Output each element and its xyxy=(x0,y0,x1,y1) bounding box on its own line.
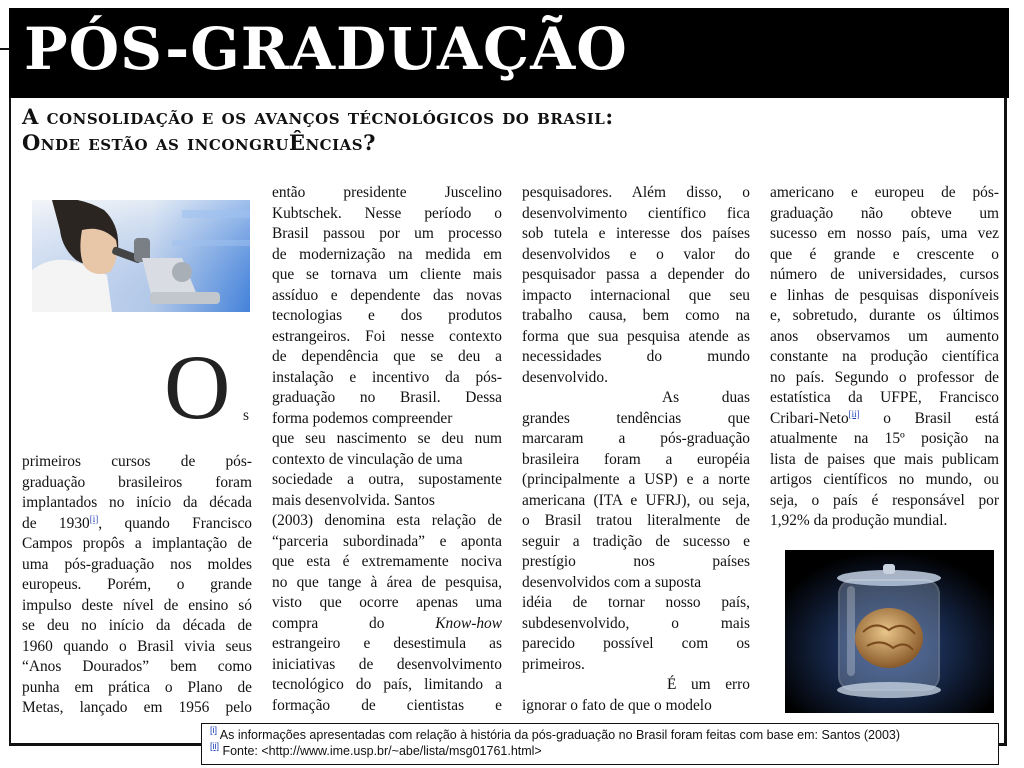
text-line: instalação e incentivo da pós- xyxy=(272,368,502,386)
text-line: Campos propôs a implantação de xyxy=(22,535,252,552)
text-line: desenvolvido. xyxy=(522,368,608,386)
text-line: primeiros cursos de pós- xyxy=(22,453,252,470)
text-line: grandes tendências que xyxy=(522,409,750,427)
footnote-line xyxy=(210,727,998,743)
footnote-marker-link[interactable]: [ii] xyxy=(210,741,219,751)
text-line: tecnológico do país, limitando a xyxy=(272,676,502,693)
text-line xyxy=(770,409,999,430)
text-line: então presidente Juscelino xyxy=(272,184,502,201)
text-line: punha em prática o Plano de xyxy=(22,678,252,696)
text-line: constante na produção científica xyxy=(770,348,999,365)
text-line: de dependência que se deu a xyxy=(272,348,502,365)
text-line: implantados no início da década xyxy=(22,494,252,511)
text-line: pesquisador passa a depender do xyxy=(522,266,750,283)
text-line: assíduo e dependente das novas xyxy=(272,286,502,304)
text-line: estatística da UFPE, Francisco xyxy=(770,389,999,406)
text-line: mais desenvolvida. Santos xyxy=(272,491,435,509)
subtitle-line-2: Onde estão as incongruÊncias? xyxy=(22,130,376,155)
text-line: 1,92% da produção mundial. xyxy=(770,512,948,529)
text-line: primeiros. xyxy=(522,655,585,673)
text-line: marcaram a pós-graduação xyxy=(522,430,750,447)
text-line: sob tutela e interesse dos países xyxy=(522,225,750,242)
text-line: (principalmente a USP) e a norte xyxy=(522,471,750,488)
text-line: sucesso em nosso país, uma vez xyxy=(770,225,999,242)
text-line: 1960 quando o Brasil vivia seus xyxy=(22,637,252,655)
text-line: “Anos Dourados” bem como xyxy=(22,658,252,675)
text-line: Brasil passou por um processo xyxy=(272,225,502,242)
text-line: pesquisadores. Além disso, o xyxy=(522,184,750,201)
text-line: de modernização na medida em xyxy=(272,245,502,263)
drop-cap-letter: O xyxy=(164,336,231,438)
text-line: É um erro xyxy=(667,676,750,693)
footnote-text: Fonte: <http://www.ime.usp.br/~abe/lista/msg01761.html> xyxy=(219,744,542,758)
text-line: desenvolvidos com a suposta xyxy=(522,573,702,591)
text-line: Kubtschek. Nesse período o xyxy=(272,204,502,222)
text-line: europeus. Porém, o grande xyxy=(22,576,252,593)
text-line xyxy=(22,514,252,535)
footnote-reference-link[interactable]: [i] xyxy=(89,513,99,524)
text-fragment: Cribari-Neto xyxy=(770,409,849,427)
text-line: graduação não obteve um xyxy=(770,204,999,222)
text-line: impacto internacional que seu xyxy=(522,286,750,304)
footnote-text: As informações apresentadas com relação à história da pós-graduação no Brasil foram feitas com base em: Santos (2003) xyxy=(217,728,901,742)
text-line: no país. Segundo o professor de xyxy=(770,368,999,386)
text-line: no que tange à área de pesquisa, xyxy=(272,573,502,591)
text-line: contexto de vinculação de uma xyxy=(272,450,463,468)
text-fragment: compra do xyxy=(272,614,436,632)
text-line: que se tornava um cliente mais xyxy=(272,266,502,283)
text-line: Metas, lançado em 1956 pelo xyxy=(22,699,252,716)
text-fragment: de 1930 xyxy=(22,514,90,532)
text-line: parecido possível com os xyxy=(522,635,750,652)
drop-cap xyxy=(164,336,249,438)
text-column-2 xyxy=(272,183,502,716)
page-title: PÓS-GRADUAÇÃO xyxy=(24,15,628,83)
text-line: o Brasil tratou literalmente de xyxy=(522,512,750,529)
text-line: seja, o país é responsável por xyxy=(770,491,999,509)
text-line: americana (ITA e UFRJ), ou seja, xyxy=(522,491,750,509)
text-line: As duas xyxy=(662,389,750,406)
text-line: graduação no Brasil. Dessa xyxy=(272,389,502,406)
footnotes-box xyxy=(201,723,999,765)
emphasis-text: Know-how xyxy=(435,614,502,632)
text-column-4 xyxy=(770,183,999,532)
text-line: forma podemos compreender xyxy=(272,409,453,427)
subtitle xyxy=(22,104,614,156)
text-line: prestígio nos países xyxy=(522,553,750,570)
text-line: que esta é extremamente nociva xyxy=(272,553,502,570)
text-line: ignorar o fato de que o modelo xyxy=(522,696,712,714)
text-line: e, sobretudo, durante os últimos xyxy=(770,307,999,324)
text-line: tecnologias e dos produtos xyxy=(272,307,502,324)
text-fragment: o Brasil está xyxy=(859,409,999,427)
text-column-3 xyxy=(522,183,750,716)
text-line: visto que ocorre apenas uma xyxy=(272,594,502,611)
subtitle-line-1: A consolidação e os avanços técnológicos do brasil: xyxy=(22,104,614,129)
text-line: se deu no início da década de xyxy=(22,617,252,634)
text-line: estrangeiro e desestimula as xyxy=(272,635,502,652)
text-line: subdesenvolvido, o mais xyxy=(522,614,750,632)
footnote-reference-link[interactable]: [ii] xyxy=(848,408,860,419)
text-line: atualmente na 15º posição na xyxy=(770,430,999,447)
text-line: iniciativas de desenvolvimento xyxy=(272,655,502,673)
text-line: sociedade a outra, supostamente xyxy=(272,471,502,488)
text-line: (2003) denomina esta relação de xyxy=(272,512,502,529)
text-line: uma pós-graduação nos moldes xyxy=(22,555,252,573)
footnote-line xyxy=(210,743,998,759)
text-line: que é grande e crescente o xyxy=(770,245,999,263)
text-line: necessidades do mundo xyxy=(522,348,750,365)
text-line: brasileira foram a européia xyxy=(522,450,750,468)
text-line: seguir a tradição de sucesso e xyxy=(522,532,750,550)
text-line: graduação brasileiros foram xyxy=(22,473,252,491)
text-line: artigos científicos no mundo, ou xyxy=(770,471,999,488)
microscope-illustration xyxy=(32,200,250,312)
text-line: lista de paises que mais publicam xyxy=(770,450,999,468)
text-line: idéia de tornar nosso país, xyxy=(522,594,750,611)
text-line: que seu nascimento se deu num xyxy=(272,430,502,447)
text-line xyxy=(272,614,502,635)
text-line: impulso deste nível de ensino só xyxy=(22,596,252,614)
brain-in-jar-image xyxy=(785,550,994,713)
text-line: desenvolvimento científico fica xyxy=(522,204,750,222)
text-line: desenvolvidos e o valor do xyxy=(522,245,750,263)
text-line: anos observamos um aumento xyxy=(770,327,999,345)
text-line: número de universidades, cursos xyxy=(770,266,999,283)
text-line: “parceria subordinada” e aponta xyxy=(272,532,502,550)
text-line: americano e europeu de pós- xyxy=(770,184,999,201)
text-fragment: , quando Francisco xyxy=(98,514,252,532)
text-line: e linhas de pesquisas disponíveis xyxy=(770,286,999,304)
text-line: formação de cientistas e xyxy=(272,696,502,714)
footnote-marker-link[interactable]: [i] xyxy=(210,725,218,735)
brain-jar-illustration xyxy=(785,550,994,713)
text-line: estrangeiros. Foi nesse contexto xyxy=(272,327,502,345)
text-line: trabalho causa, bem como na xyxy=(522,307,750,324)
text-column-1 xyxy=(22,452,252,719)
drop-cap-tail: s xyxy=(243,407,249,424)
scientist-microscope-image xyxy=(32,200,250,312)
text-line: forma que sua pesquisa atende as xyxy=(522,327,750,345)
